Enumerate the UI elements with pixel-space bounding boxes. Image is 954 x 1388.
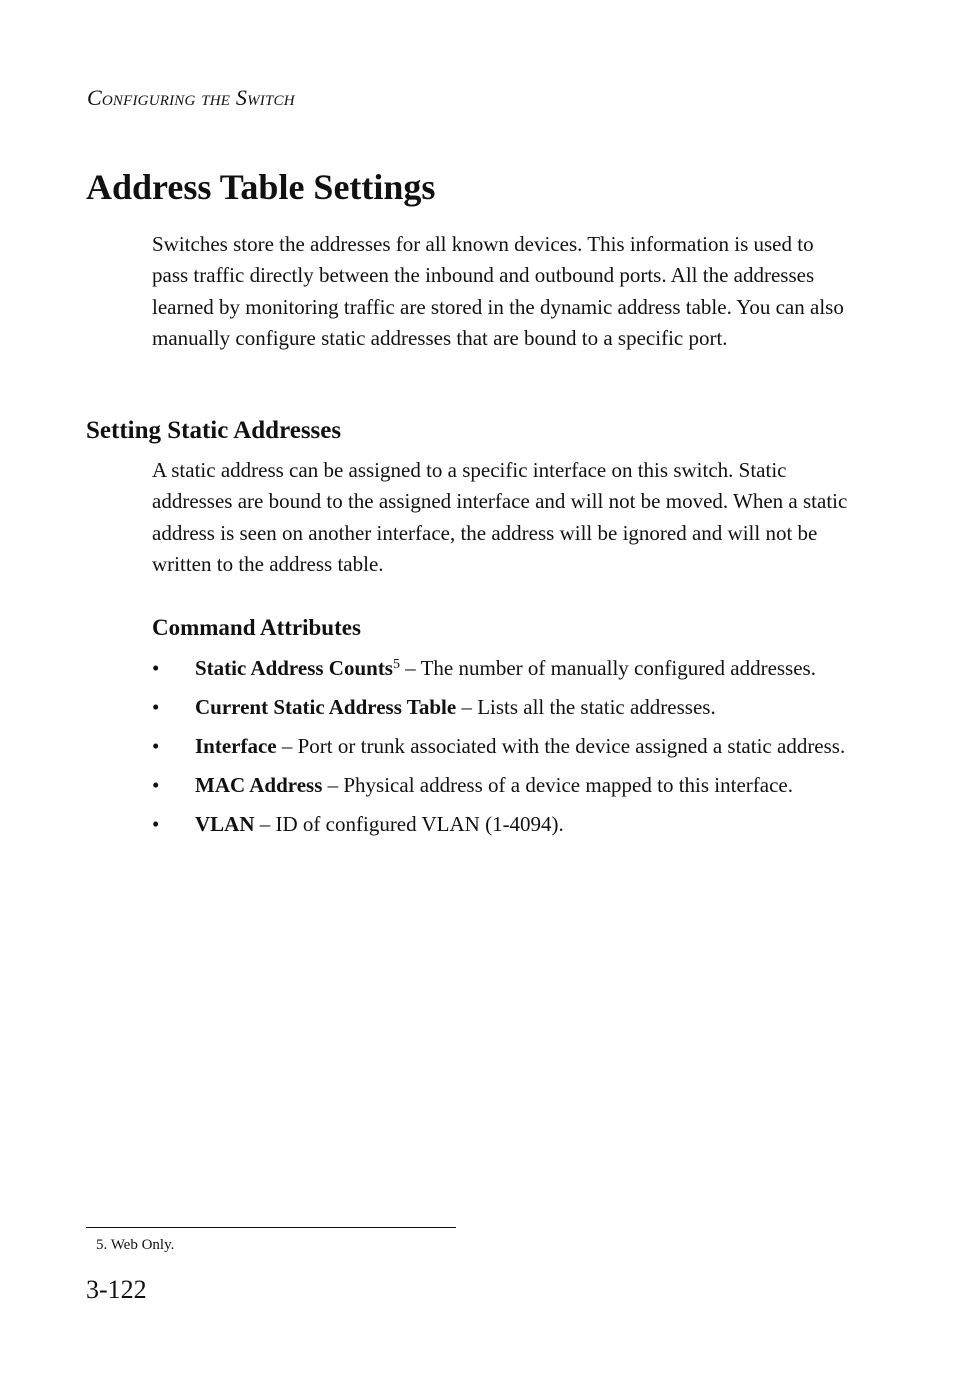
footnote-ref: 5 [392,657,400,672]
running-header: Configuring the Switch [87,85,295,110]
attribute-description: – Physical address of a device mapped to this interface. [322,773,793,797]
bullet: • [152,656,160,680]
section-heading: Setting Static Addresses [86,417,342,444]
footnote: 5. Web Only. [96,1237,175,1253]
attribute-description: – ID of configured VLAN (1-4094). [254,812,564,836]
section-paragraph: A static address can be assigned to a specific interface on this switch. Static addresses are bound to the assigned interface and will not be moved. When a static address is seen on another interface, the address will be ignored and will not be written to the address table. [152,458,848,577]
bullet: • [152,773,160,797]
attribute-item [152,731,852,762]
attribute-term: MAC Address [195,773,323,797]
command-attributes-heading: Command Attributes [152,615,361,640]
page-title: Address Table Settings [86,167,436,207]
page-number: 3-122 [86,1275,147,1304]
attribute-description: – Lists all the static addresses. [456,695,716,719]
intro-paragraph: Switches store the addresses for all known devices. This information is used to pass traffic directly between the inbound and outbound ports. All the addresses learned by monitoring traffic are stored in the dynamic address table. You can also manually configure static addresses that are bound to a specific port. [152,232,844,351]
footnote-divider [86,1227,456,1228]
attribute-item [152,692,852,723]
attribute-item [152,653,852,684]
attribute-item [152,770,852,801]
bullet: • [152,695,160,719]
command-attributes-list [152,653,852,848]
attribute-term: Static Address Counts [195,656,393,680]
attribute-description: – Port or trunk associated with the device assigned a static address. [276,734,846,758]
attribute-item [152,809,852,840]
attribute-term: Interface [195,734,277,758]
bullet: • [152,734,160,758]
attribute-term: VLAN [195,812,255,836]
attribute-term: Current Static Address Table [195,695,457,719]
bullet: • [152,812,160,836]
attribute-description: – The number of manually configured addresses. [399,656,816,680]
